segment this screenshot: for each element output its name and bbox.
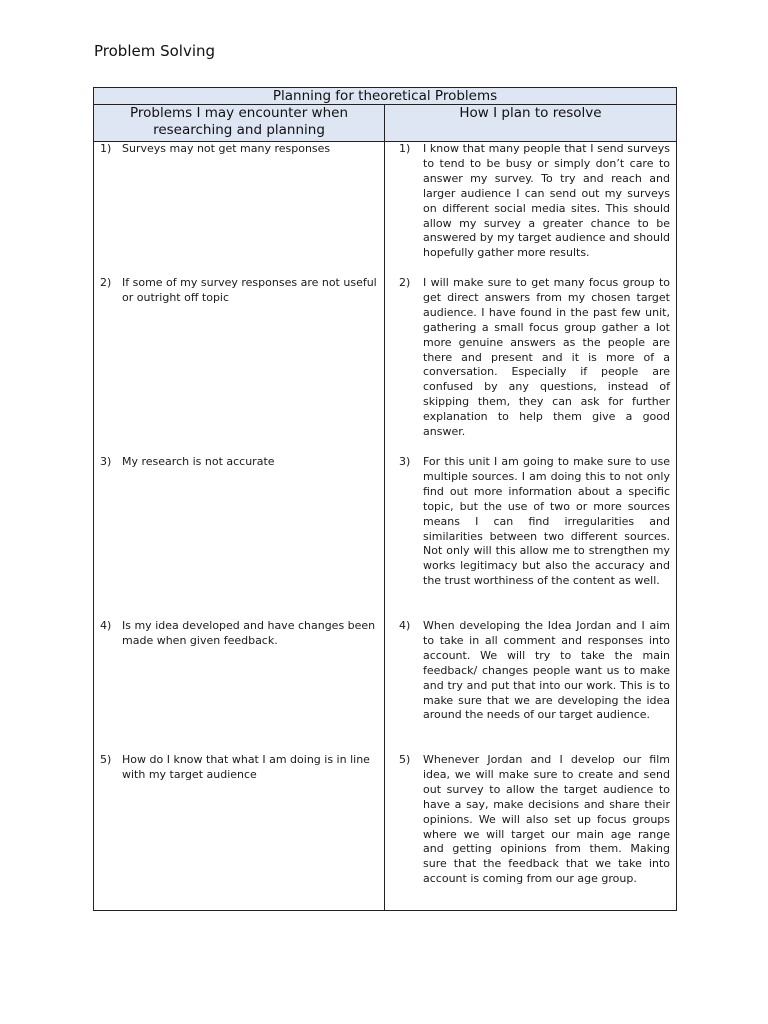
problem-text: How do I know that what I am doing is in line with my target audience — [122, 753, 370, 781]
item-number: 5) — [100, 753, 112, 766]
problems-cell — [94, 142, 385, 911]
problem-item — [94, 753, 384, 903]
resolution-cell — [385, 142, 677, 911]
resolution-item — [385, 619, 676, 753]
resolution-text: For this unit I am going to make sure to use multiple sources. I am doing this to not only find out more information about a specific topic, but the use of two or more sources means I can find irregularities and similarities between two different sources. Not only will this allow me to strengthen my works legitimacy but also the accuracy and the trust worthiness of the content as well. — [423, 455, 670, 588]
item-number: 2) — [399, 276, 411, 289]
resolution-text: When developing the Idea Jordan and I aim to take in all comment and responses into account. We will try to take the main feedback/ changes people want us to make and try and put that into our work. This is to make sure that we are developing the idea around the needs of our target audience. — [423, 619, 670, 722]
table-row — [94, 142, 677, 911]
item-number: 1) — [100, 142, 112, 155]
problem-item — [94, 142, 384, 276]
column-header-row — [94, 105, 677, 142]
resolution-text: I know that many people that I send surveys to tend to be busy or simply don’t care to answer my survey. To try and reach and larger audience I can send out my surveys on different social media sites. This should allow my survey a greater chance to be answered by my target audience and should hopefully gather more results. — [423, 142, 670, 260]
table-caption: Planning for theoretical Problems — [94, 88, 677, 105]
problem-item — [94, 455, 384, 619]
item-number: 4) — [100, 619, 112, 632]
problem-text: Surveys may not get many responses — [122, 142, 331, 155]
resolution-item — [385, 276, 676, 455]
problem-text: If some of my survey responses are not useful or outright off topic — [122, 276, 377, 304]
problem-text: My research is not accurate — [122, 455, 275, 468]
column-header-problems: Problems I may encounter when researching and planning — [94, 105, 385, 142]
planning-table — [93, 87, 677, 911]
column-header-resolution: How I plan to resolve — [385, 105, 677, 142]
item-number: 4) — [399, 619, 411, 632]
item-number: 5) — [399, 753, 411, 766]
problem-item — [94, 619, 384, 753]
resolution-item — [385, 142, 676, 276]
problem-item — [94, 276, 384, 455]
item-number: 1) — [399, 142, 411, 155]
item-number: 2) — [100, 276, 112, 289]
table-caption-row — [94, 88, 677, 105]
item-number: 3) — [100, 455, 112, 468]
resolution-item — [385, 753, 676, 903]
problem-text: Is my idea developed and have changes been made when given feedback. — [122, 619, 376, 647]
resolution-text: I will make sure to get many focus group to get direct answers from my chosen target audience. I have found in the past few unit, gathering a small focus group gather a lot more genuine answers as the people are there and present and it is more of a conversation. Especially if people are confused by any questions, instead of skipping them, they can ask for further explanation to help them give a good answer. — [423, 276, 670, 439]
document-title: Problem Solving — [94, 42, 216, 60]
resolution-text: Whenever Jordan and I develop our film idea, we will make sure to create and send out survey to allow the target audience to have a say, make decisions and share their opinions. We will also set up focus groups where we will target our main age range and getting opinions from them. Making sure that the feedback that we take into account is coming from our age group. — [423, 753, 670, 886]
resolution-item — [385, 455, 676, 619]
item-number: 3) — [399, 455, 411, 468]
